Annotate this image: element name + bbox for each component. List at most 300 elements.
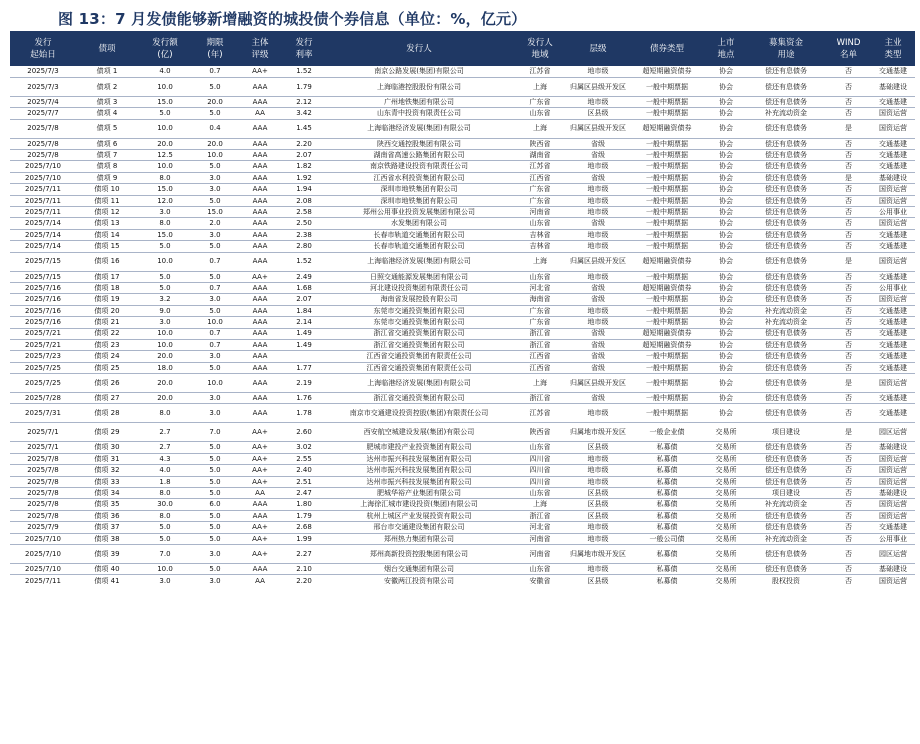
cell-rate: 2.80 [282,241,326,252]
col-header-bond-type: 债券类型 [628,31,706,66]
cell-wind-list: 否 [826,317,871,328]
cell-issuer: 上海临港经济发展(集团)有限公司 [326,252,512,271]
cell-term: 2.0 [192,218,238,229]
cell-amount: 5.0 [138,282,192,293]
cell-business-type: 基础建设 [871,172,915,183]
cell-rating: AAA [238,510,282,521]
table-row [10,119,915,138]
cell-venue: 协会 [706,339,746,350]
cell-bond-type: 私募债 [628,545,706,564]
cell-region: 江西省 [512,362,568,373]
cell-wind-list: 否 [826,138,871,149]
cell-bond-type: 超短期融资债券 [628,328,706,339]
cell-issuer: 浙江省交通投资集团有限公司 [326,339,512,350]
cell-region: 安徽省 [529,576,551,585]
cell-term: 0.7 [192,328,238,339]
cell-start-date: 2025/7/10 [10,533,76,544]
cell-region: 江西省 [512,351,568,362]
cell-business-type: 交通基建 [871,393,915,404]
cell-region: 上海 [512,499,568,510]
cell-term: 5.0 [192,161,238,172]
cell-bond-type: 一般企业债 [628,423,706,442]
cell-rate: 2.14 [282,317,326,328]
cell-level: 省级 [568,138,628,149]
cell-bond: 债项 4 [76,108,138,119]
cell-business-type: 国资运营 [871,252,915,271]
cell-rating: AA+ [238,545,282,564]
cell-region: 上海 [512,119,568,138]
cell-rating: AA+ [238,465,282,476]
cell-use-of-funds: 偿还有息债务 [746,207,826,218]
cell-region: 浙江省 [512,339,568,350]
cell-venue: 交易所 [706,476,746,487]
cell-wind-list: 否 [826,465,871,476]
cell-rating: AA [255,576,265,585]
cell-venue: 协会 [706,96,746,107]
table-header-row [10,31,915,66]
cell-wind-list: 否 [826,362,871,373]
cell-rate: 1.68 [282,282,326,293]
cell-term: 20.0 [192,96,238,107]
cell-venue: 协会 [706,150,746,161]
cell-venue: 协会 [706,161,746,172]
cell-issuer: 海南省发展控股有限公司 [326,294,512,305]
cell-level: 省级 [568,351,628,362]
table-row [10,564,915,575]
cell-rate: 1.78 [282,404,326,423]
cell-use-of-funds: 补充流动资金 [746,108,826,119]
cell-term: 5.0 [192,488,238,499]
cell-issuer: 郑州高新投资控股集团有限公司 [326,545,512,564]
cell-bond-type: 超短期融资债券 [628,119,706,138]
cell-bond-type: 私募债 [628,522,706,533]
table-row [10,522,915,533]
cell-bond-type: 一般中期票据 [628,393,706,404]
cell-start-date: 2025/7/10 [10,545,76,564]
cell-issuer: 浙江省交通投资集团有限公司 [326,328,512,339]
cell-bond: 债项 39 [76,545,138,564]
cell-start-date: 2025/7/16 [10,317,76,328]
cell-rating: AA+ [238,66,282,77]
cell-start-date: 2025/7/9 [10,522,76,533]
cell-venue: 协会 [706,138,746,149]
cell-bond: 债项 12 [76,207,138,218]
cell-business-type: 交通基建 [871,241,915,252]
cell-start-date: 2025/7/16 [10,305,76,316]
cell-level: 地市级 [568,271,628,282]
cell-level: 区县级 [587,576,609,585]
cell-region: 山东省 [512,218,568,229]
cell-term: 20.0 [192,138,238,149]
cell-business-type: 国资运营 [871,465,915,476]
col-header-wind-list: WIND 名单 [826,31,871,66]
cell-wind-list: 否 [826,96,871,107]
cell-issuer: 杭州上城区产业发展投资有限公司 [326,510,512,521]
cell-bond-type: 一般中期票据 [628,218,706,229]
cell-region: 山东省 [512,564,568,575]
table-row [10,499,915,510]
table-row [10,229,915,240]
cell-level: 省级 [568,294,628,305]
cell-term: 3.0 [192,172,238,183]
cell-rating: AA+ [238,442,282,453]
cell-bond-type: 私募债 [628,510,706,521]
cell-start-date: 2025/7/14 [10,218,76,229]
cell-start-date: 2025/7/3 [10,77,76,96]
cell-bond-type: 超短期融资债券 [628,339,706,350]
cell-rating: AAA [238,207,282,218]
cell-business-type: 公用事业 [871,207,915,218]
cell-rate: 2.58 [282,207,326,218]
cell-region: 浙江省 [512,393,568,404]
cell-term: 5.0 [192,77,238,96]
cell-term: 10.0 [192,317,238,328]
cell-rating: AAA [238,294,282,305]
cell-issuer: 江西省交通投资集团有限责任公司 [326,362,512,373]
cell-level: 区县级 [568,499,628,510]
cell-bond-type: 一般中期票据 [628,305,706,316]
cell-bond-type: 私募债 [628,476,706,487]
cell-business-type: 基础建设 [871,564,915,575]
cell-rate: 2.47 [282,488,326,499]
cell-wind-list: 否 [826,488,871,499]
col-header-issuer: 发行人 [326,31,512,66]
cell-business-type: 国资运营 [879,576,907,585]
cell-region: 四川省 [512,453,568,464]
cell-term: 5.0 [192,533,238,544]
table-row [10,393,915,404]
cell-level: 区县级 [568,510,628,521]
cell-rating: AAA [238,96,282,107]
cell-venue: 交易所 [706,510,746,521]
cell-bond-type: 一般中期票据 [628,138,706,149]
cell-rating: AAA [238,339,282,350]
cell-venue: 协会 [706,207,746,218]
cell-use-of-funds: 偿还有息债务 [746,252,826,271]
cell-rating: AAA [238,229,282,240]
cell-bond-type: 一般中期票据 [628,195,706,206]
cell-business-type: 交通基建 [871,138,915,149]
cell-level: 区县级 [568,108,628,119]
cell-use-of-funds: 偿还有息债务 [746,150,826,161]
cell-start-date: 2025/7/16 [10,294,76,305]
cell-bond: 债项 6 [76,138,138,149]
cell-wind-list: 是 [826,119,871,138]
cell-issuer: 东莞市交通投资集团有限公司 [326,317,512,328]
cell-bond: 债项 10 [76,184,138,195]
cell-region: 陕西省 [512,138,568,149]
cell-use-of-funds: 偿还有息债务 [746,476,826,487]
cell-use-of-funds: 偿还有息债务 [746,328,826,339]
cell-rating: AAA [238,374,282,393]
cell-venue: 协会 [706,241,746,252]
cell-rate: 2.49 [282,271,326,282]
cell-venue: 协会 [706,317,746,328]
cell-amount: 5.0 [138,108,192,119]
cell-region: 四川省 [512,465,568,476]
table-row [10,465,915,476]
cell-bond: 债项 25 [76,362,138,373]
cell-use-of-funds: 偿还有息债务 [746,351,826,362]
cell-business-type: 园区运营 [871,423,915,442]
table-row [10,252,915,271]
table-row [10,317,915,328]
cell-start-date: 2025/7/8 [10,510,76,521]
table-row [10,96,915,107]
cell-region: 上海 [512,374,568,393]
cell-wind-list: 否 [826,499,871,510]
cell-wind-list: 否 [826,77,871,96]
cell-bond-type: 私募债 [628,564,706,575]
figure-title: 图 13：7 月发债能够新增融资的城投债个券信息（单位：%，亿元） [58,10,527,28]
cell-bond-type: 一般中期票据 [628,96,706,107]
cell-region: 浙江省 [512,510,568,521]
table-row [10,362,915,373]
cell-level: 省级 [568,282,628,293]
cell-rate: 1.82 [282,161,326,172]
cell-use-of-funds: 偿还有息债务 [746,404,826,423]
cell-start-date: 2025/7/7 [10,108,76,119]
cell-level: 区县级 [568,488,628,499]
cell-rating: AAA [238,328,282,339]
cell-issuer: 达州市振兴科技发展集团有限公司 [326,453,512,464]
cell-issuer: 上海徐汇城市建设投资(集团)有限公司 [326,499,512,510]
cell-bond: 债项 2 [76,77,138,96]
cell-business-type: 国资运营 [871,119,915,138]
table-row [10,404,915,423]
cell-amount: 20.0 [138,374,192,393]
cell-region: 山东省 [512,271,568,282]
cell-issuer: 西安航空城建设发展(集团)有限公司 [326,423,512,442]
cell-bond: 债项 13 [76,218,138,229]
cell-bond: 债项 30 [76,442,138,453]
cell-business-type: 国资运营 [871,108,915,119]
cell-term: 5.0 [192,241,238,252]
cell-amount: 5.0 [138,533,192,544]
cell-rate: 2.07 [282,294,326,305]
cell-bond-type: 私募债 [628,499,706,510]
cell-bond: 债项 28 [76,404,138,423]
cell-issuer: 山东青中投资有限责任公司 [326,108,512,119]
cell-venue: 协会 [706,374,746,393]
cell-issuer: 河北建设投资集团有限责任公司 [326,282,512,293]
cell-level: 归属地市级开发区 [568,423,628,442]
cell-bond: 债项 20 [76,305,138,316]
table-row [10,423,915,442]
cell-rating: AAA [238,564,282,575]
cell-rating: AAA [238,138,282,149]
cell-level: 归属地市级开发区 [568,545,628,564]
cell-use-of-funds: 偿还有息债务 [746,271,826,282]
cell-rating: AA [238,488,282,499]
cell-amount: 12.0 [138,195,192,206]
cell-level: 地市级 [568,66,628,77]
cell-use-of-funds: 项目建设 [746,488,826,499]
cell-business-type: 国资运营 [871,294,915,305]
cell-level: 省级 [568,328,628,339]
cell-term: 3.0 [192,229,238,240]
cell-rating: AA+ [238,453,282,464]
cell-level: 地市级 [568,305,628,316]
cell-use-of-funds: 偿还有息债务 [746,218,826,229]
cell-term: 0.7 [192,339,238,350]
cell-use-of-funds: 偿还有息债务 [746,442,826,453]
cell-issuer: 江西省水利投资集团有限公司 [326,172,512,183]
cell-term: 5.0 [192,465,238,476]
cell-term: 3.0 [192,351,238,362]
cell-start-date: 2025/7/3 [10,66,76,77]
cell-rate: 1.99 [282,533,326,544]
cell-level: 地市级 [568,453,628,464]
cell-start-date: 2025/7/1 [10,423,76,442]
cell-business-type: 国资运营 [871,374,915,393]
cell-venue: 交易所 [706,453,746,464]
cell-issuer: 湖南省高速公路集团有限公司 [326,150,512,161]
cell-venue: 协会 [706,229,746,240]
col-header-term: 期限 (年) [192,31,238,66]
cell-wind-list: 否 [826,351,871,362]
cell-wind-list: 否 [826,294,871,305]
cell-rating: AAA [238,351,282,362]
cell-bond-type: 超短期融资债券 [628,282,706,293]
cell-issuer: 安徽两江投资有限公司 [384,576,454,585]
cell-bond: 债项 17 [76,271,138,282]
cell-amount: 8.0 [138,510,192,521]
cell-bond-type: 超短期融资债券 [628,252,706,271]
cell-rate: 2.10 [282,564,326,575]
cell-issuer: 上海临港控股股份有限公司 [326,77,512,96]
cell-start-date: 2025/7/8 [10,465,76,476]
cell-start-date: 2025/7/8 [10,119,76,138]
cell-amount: 30.0 [138,499,192,510]
cell-amount: 3.0 [159,576,171,585]
cell-venue: 协会 [706,351,746,362]
cell-rating: AAA [238,195,282,206]
cell-rate: 1.45 [282,119,326,138]
cell-region: 陕西省 [512,423,568,442]
cell-level: 省级 [568,339,628,350]
cell-venue: 协会 [706,282,746,293]
cell-venue: 交易所 [706,465,746,476]
cell-term: 5.0 [192,195,238,206]
cell-bond-type: 一般中期票据 [628,108,706,119]
cell-region: 江苏省 [512,66,568,77]
cell-use-of-funds: 补充流动资金 [746,533,826,544]
table-row [10,282,915,293]
cell-use-of-funds: 偿还有息债务 [746,241,826,252]
cell-use-of-funds: 偿还有息债务 [746,229,826,240]
cell-issuer: 水发集团有限公司 [326,218,512,229]
cell-term: 5.0 [192,271,238,282]
cell-use-of-funds: 偿还有息债务 [746,195,826,206]
table-row [10,218,915,229]
cell-amount: 2.7 [138,442,192,453]
cell-wind-list: 否 [826,150,871,161]
cell-venue: 交易所 [706,499,746,510]
cell-rate: 1.79 [282,77,326,96]
cell-bond-type: 一般公司债 [628,533,706,544]
cell-bond: 债项 1 [76,66,138,77]
cell-business-type: 交通基建 [871,66,915,77]
cell-level: 地市级 [568,96,628,107]
cell-amount: 10.0 [138,339,192,350]
cell-use-of-funds: 偿还有息债务 [746,564,826,575]
cell-rate: 1.52 [282,252,326,271]
cell-region: 广东省 [512,317,568,328]
cell-business-type: 国资运营 [871,499,915,510]
cell-amount: 4.0 [138,465,192,476]
cell-wind-list: 否 [826,533,871,544]
cell-term: 0.7 [192,282,238,293]
cell-start-date: 2025/7/15 [10,271,76,282]
cell-amount: 20.0 [138,351,192,362]
cell-rate: 2.12 [282,96,326,107]
cell-rating: AAA [238,150,282,161]
table-row [10,374,915,393]
cell-use-of-funds: 偿还有息债务 [746,282,826,293]
cell-region: 江苏省 [512,404,568,423]
cell-wind-list: 否 [826,404,871,423]
cell-venue: 交易所 [706,564,746,575]
cell-business-type: 交通基建 [871,271,915,282]
cell-venue: 协会 [706,362,746,373]
table-row [10,241,915,252]
cell-start-date: 2025/7/14 [10,241,76,252]
cell-amount: 10.0 [138,252,192,271]
table-row [10,138,915,149]
cell-venue: 协会 [706,252,746,271]
cell-venue: 协会 [706,66,746,77]
cell-business-type: 国资运营 [871,195,915,206]
cell-region: 山东省 [512,488,568,499]
cell-venue: 协会 [706,172,746,183]
cell-level: 地市级 [568,564,628,575]
cell-bond-type: 一般中期票据 [628,294,706,305]
cell-bond-type: 私募债 [628,488,706,499]
cell-term: 5.0 [192,453,238,464]
table-row [10,545,915,564]
cell-amount: 1.8 [138,476,192,487]
cell-rating: AA+ [238,533,282,544]
cell-bond: 债项 22 [76,328,138,339]
table-row [10,207,915,218]
cell-rating: AAA [238,172,282,183]
cell-rate: 1.52 [282,66,326,77]
cell-use-of-funds: 偿还有息债务 [746,510,826,521]
cell-rating: AAA [238,499,282,510]
table-row [10,339,915,350]
cell-venue: 交易所 [706,522,746,533]
table-row [10,172,915,183]
cell-rate: 1.80 [282,499,326,510]
cell-bond: 债项 16 [76,252,138,271]
table-row [10,195,915,206]
cell-wind-list: 否 [826,393,871,404]
cell-amount: 18.0 [138,362,192,373]
cell-business-type: 交通基建 [871,317,915,328]
cell-bond: 债项 15 [76,241,138,252]
cell-rate: 1.77 [282,362,326,373]
cell-amount: 20.0 [138,393,192,404]
cell-region: 湖南省 [512,150,568,161]
cell-level: 地市级 [568,207,628,218]
cell-level: 地市级 [568,533,628,544]
cell-issuer: 郑州热力集团有限公司 [326,533,512,544]
table-row [10,453,915,464]
cell-amount: 9.0 [138,305,192,316]
cell-use-of-funds: 补充流动资金 [746,499,826,510]
cell-level: 地市级 [568,229,628,240]
